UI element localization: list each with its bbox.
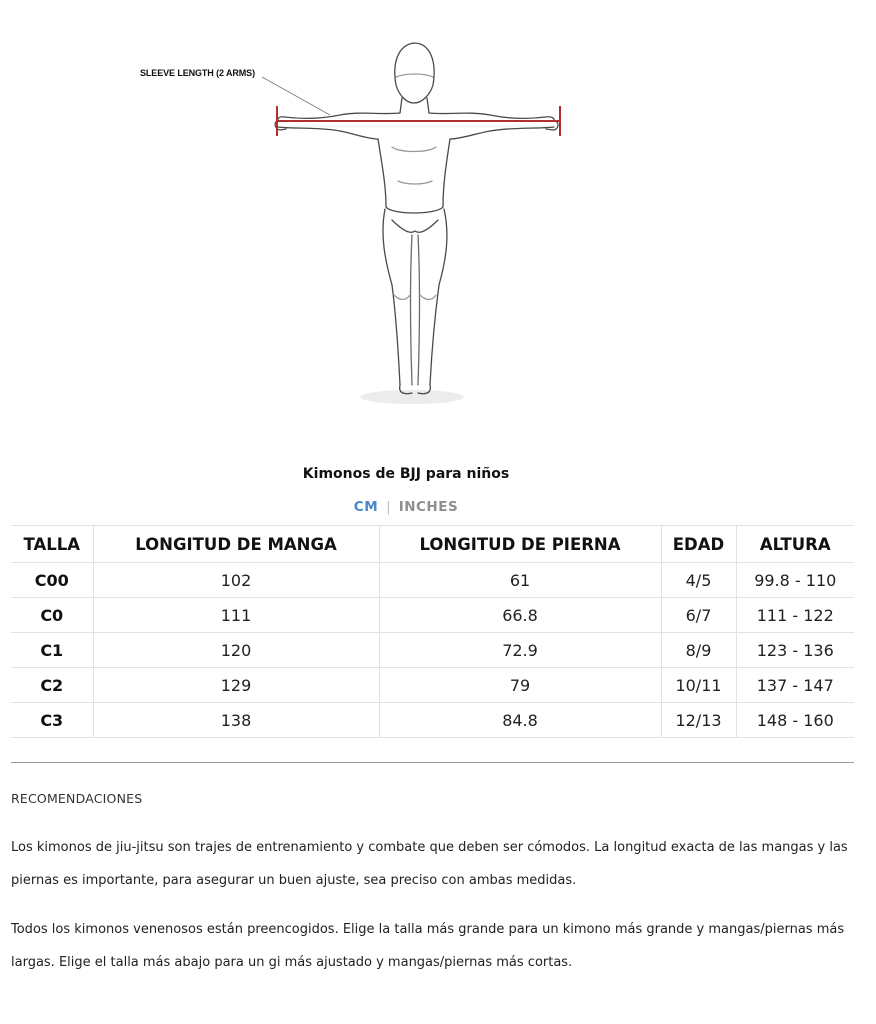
cell-manga: 138 xyxy=(93,703,379,738)
cell-altura: 111 - 122 xyxy=(736,598,854,633)
cell-edad: 12/13 xyxy=(661,703,736,738)
cell-manga: 111 xyxy=(93,598,379,633)
cell-edad: 4/5 xyxy=(661,563,736,598)
unit-toggle xyxy=(0,499,812,515)
chart-title: Kimonos de BJJ para niños xyxy=(302,466,510,482)
unit-separator: | xyxy=(386,499,391,515)
cell-talla: C00 xyxy=(11,563,93,598)
cell-manga: 120 xyxy=(93,633,379,668)
label-leader-line xyxy=(262,77,330,115)
cell-altura: 137 - 147 xyxy=(736,668,854,703)
recommendations-paragraph-1: Los kimonos de jiu-jitsu son trajes de entrenamiento y combate que deben ser cómodos. La longitud exacta de las mangas y las piernas es importante, para asegurar un buen ajuste, sea preciso con ambas medidas. xyxy=(11,840,848,888)
table-row xyxy=(11,668,854,703)
size-table xyxy=(11,525,854,738)
table-row xyxy=(11,598,854,633)
header-altura: ALTURA xyxy=(736,526,854,563)
ground-shadow xyxy=(360,390,464,404)
body-outline xyxy=(275,43,558,394)
cell-manga: 102 xyxy=(93,563,379,598)
header-longitud-manga: LONGITUD DE MANGA xyxy=(93,526,379,563)
cell-talla: C1 xyxy=(11,633,93,668)
cell-manga: 129 xyxy=(93,668,379,703)
unit-inches-tab[interactable]: INCHES xyxy=(398,499,459,515)
header-longitud-pierna: LONGITUD DE PIERNA xyxy=(379,526,661,563)
cell-pierna: 66.8 xyxy=(379,598,661,633)
cell-altura: 123 - 136 xyxy=(736,633,854,668)
sleeve-measure-line xyxy=(277,106,560,136)
table-row xyxy=(11,703,854,738)
header-edad: EDAD xyxy=(661,526,736,563)
cell-pierna: 84.8 xyxy=(379,703,661,738)
sleeve-length-label: SLEEVE LENGTH (2 ARMS) xyxy=(140,68,255,78)
cell-altura: 148 - 160 xyxy=(736,703,854,738)
cell-talla: C0 xyxy=(11,598,93,633)
cell-edad: 8/9 xyxy=(661,633,736,668)
cell-edad: 10/11 xyxy=(661,668,736,703)
header-talla: TALLA xyxy=(11,526,93,563)
cell-pierna: 61 xyxy=(379,563,661,598)
section-divider xyxy=(11,762,854,763)
recommendations-heading: RECOMENDACIONES xyxy=(11,791,143,806)
cell-talla: C2 xyxy=(11,668,93,703)
unit-cm-tab[interactable]: CM xyxy=(353,499,379,515)
body-figure-illustration xyxy=(130,35,610,415)
table-row xyxy=(11,633,854,668)
table-header-row xyxy=(11,526,854,563)
cell-pierna: 72.9 xyxy=(379,633,661,668)
cell-talla: C3 xyxy=(11,703,93,738)
cell-edad: 6/7 xyxy=(661,598,736,633)
cell-pierna: 79 xyxy=(379,668,661,703)
recommendations-paragraph-2: Todos los kimonos venenosos están preencogidos. Elige la talla más grande para un kimono más grande y mangas/piernas más largas. Elige el talla más abajo para un gi más ajustado y mangas/piernas más cortas. xyxy=(11,922,845,970)
cell-altura: 99.8 - 110 xyxy=(736,563,854,598)
table-row xyxy=(11,563,854,598)
body-outline-drawing xyxy=(130,35,610,415)
